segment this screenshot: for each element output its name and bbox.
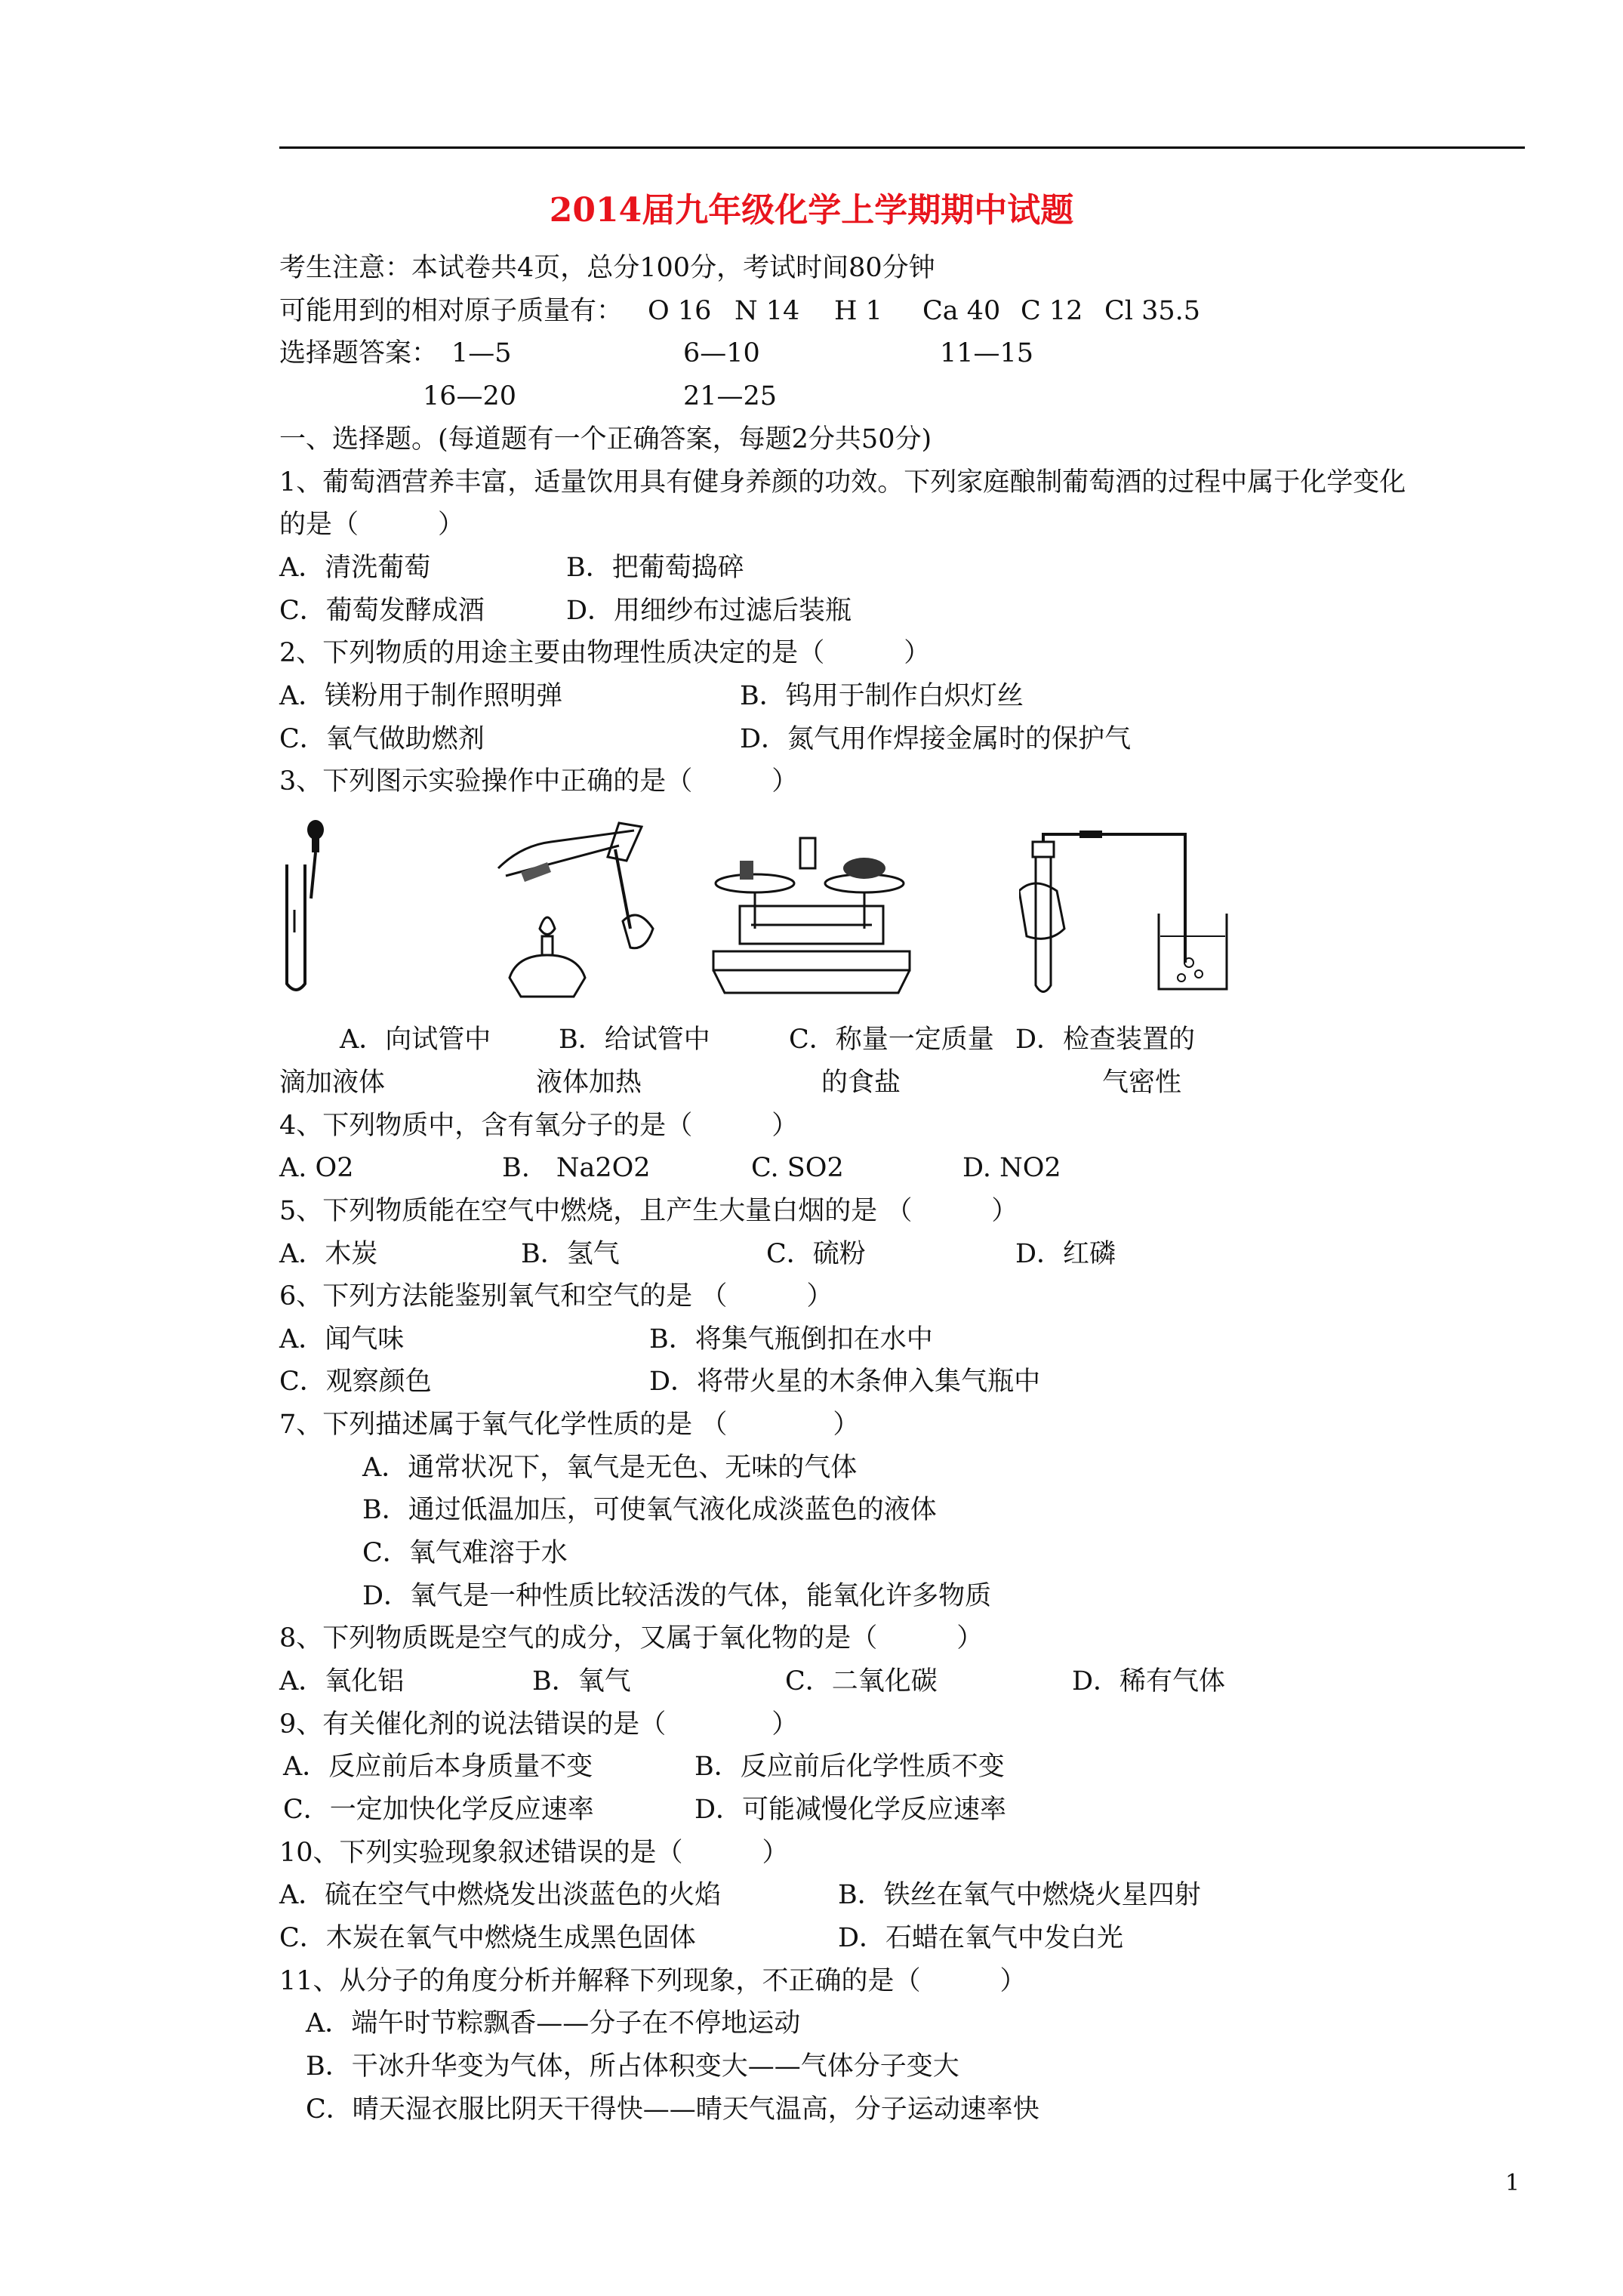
option-continued: 气密性 [1102,1068,1182,1098]
option: C．晴天湿衣服比阴天干得快——晴天气温高，分子运动速率快 [306,2094,1039,2125]
question-stem: 9、有关催化剂的说法错误的是（ ） [279,1709,799,1740]
option: A．反应前后本身质量不变 [283,1752,593,1782]
page-title: 2014届九年级化学上学期期中试题 [549,191,1074,230]
question-stem: 2、下列物质的用途主要由物理性质决定的是（ ） [279,638,931,668]
option: D．氮气用作焊接金属时的保护气 [740,724,1132,754]
option: C. SO2 [751,1153,844,1183]
option: A．通常状况下，氧气是无色、无味的气体 [362,1453,858,1483]
option: C．氧气做助燃剂 [279,724,485,754]
option: C．一定加快化学反应速率 [283,1795,594,1825]
option: A．清洗葡萄 [279,553,431,583]
option: C．木炭在氧气中燃烧生成黑色固体 [279,1923,696,1953]
option: B．给试管中 [559,1025,710,1055]
answer-grid-label: 选择题答案： [279,338,439,368]
option: C．称量一定质量 [789,1025,994,1055]
atomic-mass-item: H 1 [834,296,882,326]
option: D. NO2 [962,1153,1061,1183]
question-stem: 6、下列方法能鉴别氧气和空气的是 （ ） [279,1281,833,1311]
option: A．木炭 [279,1239,378,1269]
option: A．硫在空气中燃烧发出淡蓝色的火焰 [279,1880,722,1910]
option: B．铁丝在氧气中燃烧火星四射 [838,1880,1201,1910]
option: A．闻气味 [279,1324,405,1354]
option: B．反应前后化学性质不变 [694,1752,1005,1782]
option: A．氧化铝 [279,1666,405,1697]
question-stem: 8、下列物质既是空气的成分，又属于氧化物的是（ ） [279,1623,984,1653]
question-stem: 10、下列实验现象叙述错误的是（ ） [279,1838,789,1868]
option-continued: 液体加热 [536,1068,642,1098]
atomic-mass-item: Ca 40 [922,296,1001,326]
option: B. Na2O2 [502,1153,651,1183]
question-stem: 7、下列描述属于氧气化学性质的是 （ ） [279,1410,860,1440]
answer-range: 6—10 [683,338,760,368]
question-stem: 3、下列图示实验操作中正确的是（ ） [279,766,799,797]
option: A. O2 [279,1153,354,1183]
question-stem: 11、从分子的角度分析并解释下列现象，不正确的是（ ） [279,1966,1027,1996]
option: D．氧气是一种性质比较活泼的气体，能氧化许多物质 [362,1581,992,1611]
atomic-mass-item: N 14 [735,296,800,326]
page-number: 1 [1505,2170,1520,2196]
option: D．可能减慢化学反应速率 [694,1795,1007,1825]
airtightness-figure [1019,831,1246,1000]
header-rule [279,146,1525,149]
atomic-mass-item: Cl 35.5 [1104,296,1201,326]
option: A．镁粉用于制作照明弹 [279,681,563,711]
option: C．观察颜色 [279,1367,432,1397]
option: B．氢气 [521,1239,620,1269]
answer-range: 1—5 [451,338,512,368]
option: D．红磷 [1015,1239,1116,1269]
option: A．向试管中 [340,1025,491,1055]
dropper-test-tube-figure [272,819,340,997]
option: B．将集气瓶倒扣在水中 [649,1324,933,1354]
atomic-mass-label: 可能用到的相对原子质量有： [279,296,624,326]
option-continued: 的食盐 [821,1068,901,1098]
option: C．氧气难溶于水 [362,1538,568,1568]
answer-range: 16—20 [423,381,517,411]
option: B．通过低温加压，可使氧气液化成淡蓝色的液体 [362,1495,937,1525]
option: B．把葡萄捣碎 [566,553,744,583]
atomic-mass-item: O 16 [648,296,712,326]
question-stem: 4、下列物质中，含有氧分子的是（ ） [279,1111,799,1141]
answer-range: 21—25 [683,381,778,411]
option: D．稀有气体 [1072,1666,1226,1697]
question-stem: 的是（ ） [279,510,465,540]
exam-notice: 考生注意：本试卷共4页，总分100分，考试时间80分钟 [279,253,935,283]
answer-range: 11—15 [940,338,1034,368]
option: D．检查装置的 [1015,1025,1196,1055]
option: B．钨用于制作白炽灯丝 [740,681,1024,711]
option: D．用细纱布过滤后装瓶 [566,596,852,626]
option: D．石蜡在氧气中发白光 [838,1923,1124,1953]
question-stem: 1、葡萄酒营养丰富，适量饮用具有健身养颜的功效。下列家庭酿制葡萄酒的过程中属于化学变化 [279,467,1406,498]
option-continued: 滴加液体 [279,1068,386,1098]
option: A．端午时节粽飘香——分子在不停地运动 [306,2008,801,2039]
atomic-mass-item: C 12 [1021,296,1083,326]
section-heading: 一、选择题。(每道题有一个正确答案，每题2分共50分) [279,424,932,455]
option: C．葡萄发酵成酒 [279,596,485,626]
option: B．干冰升华变为气体，所占体积变大——气体分子变大 [306,2051,959,2082]
option: B．氧气 [532,1666,631,1697]
option: C．二氧化碳 [785,1666,938,1697]
option: D．将带火星的木条伸入集气瓶中 [649,1367,1041,1397]
option: C．硫粉 [766,1239,866,1269]
question-stem: 5、下列物质能在空气中燃烧，且产生大量白烟的是 （ ） [279,1196,1018,1226]
heating-test-tube-figure [476,815,664,1000]
balance-figure [710,831,913,1000]
